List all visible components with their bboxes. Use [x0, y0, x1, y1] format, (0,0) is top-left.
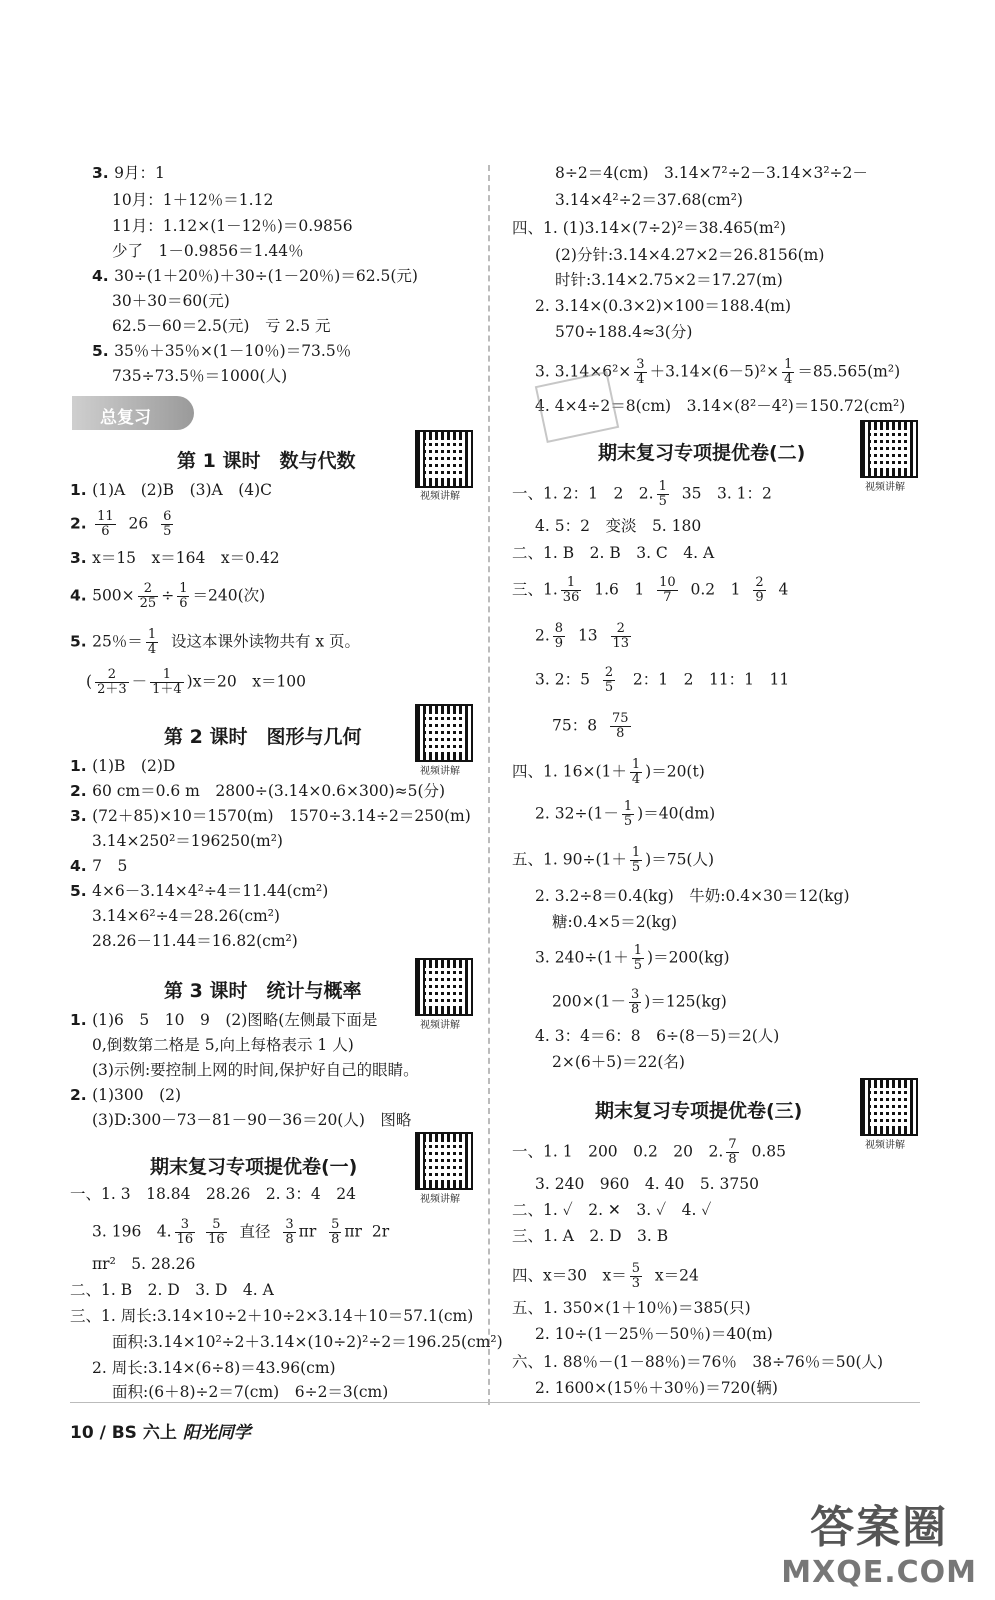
answer-line: 四、x＝30 x＝ $\frac{5}{3}$ x＝24: [512, 1261, 699, 1291]
qr-label: 视频讲解: [865, 482, 905, 493]
answer-line: 面积:(6＋8)÷2＝7(cm) 6÷2＝3(cm): [112, 1383, 389, 1401]
answer-line: 2. 3.14×(0.3×2)×100＝188.4(m): [535, 297, 792, 315]
answer-line: 糖:0.4×5＝2(kg): [552, 913, 677, 931]
answer-line: 二、1. B 2. D 3. D 4. A: [70, 1281, 274, 1299]
answer-line: 二、1. ✓ 2. ✕ 3. ✓ 4. ✓: [512, 1201, 712, 1219]
answer-line: 2. 3.2÷8＝0.4(kg) 牛奶:0.4×30＝12(kg): [535, 887, 850, 905]
answer-line: 三、1. 周长:3.14×10÷2＋10÷2×3.14＋10＝57.1(cm): [70, 1307, 474, 1325]
answer-line: 2. 60 cm＝0.6 m 2800÷(3.14×0.6×300)≈5(分): [70, 782, 446, 800]
answer-line: 1. (1)B (2)D: [70, 757, 176, 775]
answer-line: 四、1. 16×(1＋ $\frac{1}{4}$ )＝20(t): [512, 757, 705, 787]
answer-line: 570÷188.4≈3(分): [555, 323, 693, 341]
answer-line: 3. 2：5 $\frac{2}{5}$ 2：1 2 11：1 11: [535, 665, 790, 695]
answer-line: 2. 32÷(1－ $\frac{1}{5}$ )＝40(dm): [535, 799, 716, 829]
section-heading: 第 1 课时 数与代数: [177, 450, 356, 472]
qr-code-icon: [860, 1078, 918, 1136]
brand-logo: 阳光同学: [182, 1423, 251, 1443]
answer-line: 735÷73.5％＝1000(人): [112, 367, 288, 385]
answer-line: 5. 4×6－3.14×4²÷4＝11.44(cm²): [70, 882, 329, 900]
answer-line: 3. 196 4. $\frac{3}{16}$ $\frac{5}{16}$ 直径 $\frac{3}{8}$ πr $\frac{5}{8}$ πr 2r: [92, 1217, 390, 1247]
answer-line: (3)D:300－73－81－90－36＝20(人) 图略: [92, 1111, 412, 1129]
qr-code-icon: [415, 958, 473, 1016]
answer-line: 11月：1.12×(1－12％)＝0.9856: [112, 217, 353, 235]
answer-line: 一、1. 3 18.84 28.26 2. 3：4 24: [70, 1185, 356, 1203]
answer-line: 4. 3：4＝6：8 6÷(8－5)＝2(人): [535, 1027, 780, 1045]
answer-line: 10月：1＋12％＝1.12: [112, 191, 274, 209]
qr-code-icon: [415, 430, 473, 488]
section-banner: 总复习: [72, 396, 194, 430]
answer-line: 200×(1－ $\frac{3}{8}$ )＝125(kg): [552, 987, 727, 1017]
answer-line: 三、1. $\frac{1}{36}$ 1.6 1 $\frac{10}{7}$ 0.2 1 $\frac{2}{9}$ 4: [512, 575, 789, 605]
answer-line: πr² 5. 28.26: [92, 1255, 196, 1273]
answer-line: 3.14×6²÷4＝28.26(cm²): [92, 907, 280, 925]
answer-line: 时针:3.14×2.75×2＝17.27(m): [555, 271, 783, 289]
watermark-line2: MXQE.COM: [781, 1555, 977, 1590]
answer-line: 2. 10÷(1－25％－50％)＝40(m): [535, 1325, 773, 1343]
section-heading: 期末复习专项提优卷(三): [595, 1100, 803, 1122]
answer-line: 0,倒数第二格是 5,向上每格表示 1 人): [92, 1036, 354, 1054]
answer-line: 2. (1)300 (2): [70, 1086, 182, 1104]
answer-line: 六、1. 88％－(1－88％)＝76％ 38÷76％＝50(人): [512, 1353, 884, 1371]
answer-line: 五、1. 90÷(1＋ $\frac{1}{5}$ )＝75(人): [512, 845, 715, 875]
answer-line: 二、1. B 2. B 3. C 4. A: [512, 544, 715, 562]
answer-line: 少了 1－0.9856＝1.44％: [112, 242, 304, 260]
page-number: 10 / BS 六上: [70, 1423, 177, 1443]
answer-line: 75：8 $\frac{75}{8}$: [552, 711, 629, 741]
qr-label: 视频讲解: [420, 491, 460, 502]
qr-code-icon: [415, 704, 473, 762]
answer-line: 4. 4×4÷2＝8(cm) 3.14×(8²－4²)＝150.72(cm²): [535, 397, 906, 415]
answer-line: 一、1. 1 200 0.2 20 2. $\frac{7}{8}$ 0.85: [512, 1137, 786, 1167]
answer-line: ( $\frac{2}{2+3}$ － $\frac{1}{1+4}$ )x＝20 x＝100: [86, 667, 307, 697]
qr-label: 视频讲解: [420, 1020, 460, 1031]
answer-line: 4. 7 5: [70, 857, 128, 875]
section-heading: 第 2 课时 图形与几何: [164, 726, 362, 748]
answer-line: 3.14×250²＝196250(m²): [92, 832, 283, 850]
qr-label: 视频讲解: [420, 1194, 460, 1205]
qr-code-icon: [415, 1132, 473, 1190]
answer-line: 4. 5：2 变淡 5. 180: [535, 517, 702, 535]
answer-line: 四、1. (1)3.14×(7÷2)²＝38.465(m²): [512, 219, 786, 237]
answer-line: 2×(6＋5)＝22(名): [552, 1053, 685, 1071]
answer-line: 2. 1600×(15％＋30％)＝720(辆): [535, 1379, 778, 1397]
answer-line: 3. 9月：1: [92, 164, 165, 182]
answer-line: 3.14×4²÷2＝37.68(cm²): [555, 191, 743, 209]
answer-line: 3. 240 960 4. 40 5. 3750: [535, 1175, 759, 1193]
section-heading: 期末复习专项提优卷(一): [150, 1156, 358, 1178]
answer-line: 3. x＝15 x＝164 x＝0.42: [70, 549, 280, 567]
answer-line: 三、1. A 2. D 3. B: [512, 1227, 669, 1245]
section-heading: 第 3 课时 统计与概率: [164, 980, 362, 1002]
answer-line: 5. 25％＝ $\frac{1}{4}$ 设这本课外读物共有 x 页。: [70, 627, 361, 657]
answer-line: 2. 周长:3.14×(6÷8)＝43.96(cm): [92, 1359, 336, 1377]
answer-line: 2. $\frac{11}{6}$ 26 $\frac{6}{5}$: [70, 509, 172, 539]
watermark: [781, 1491, 977, 1590]
answer-line: (2)分针:3.14×4.27×2＝26.8156(m): [555, 246, 825, 264]
section-heading: 期末复习专项提优卷(二): [598, 442, 806, 464]
answer-line: 5. 35％＋35％×(1－10％)＝73.5％: [92, 342, 352, 360]
answer-line: 3. (72＋85)×10＝1570(m) 1570÷3.14÷2＝250(m): [70, 807, 471, 825]
answer-line: 4. 30÷(1＋20％)＋30÷(1－20％)＝62.5(元): [92, 267, 418, 285]
answer-line: 4. 500× $\frac{2}{25}$ ÷ $\frac{1}{6}$ ＝240(次): [70, 581, 266, 611]
answer-line: 30＋30＝60(元): [112, 292, 230, 310]
answer-line: 面积:3.14×10²÷2＋3.14×(10÷2)²÷2＝196.25(cm²): [112, 1333, 503, 1351]
column-divider: [488, 165, 490, 1405]
answer-line: 3. 3.14×6²× $\frac{3}{4}$ ＋3.14×(6－5)²× $\frac{1}{4}$ ＝85.565(m²): [535, 357, 901, 387]
footer-rule: [70, 1402, 920, 1403]
answer-line: 五、1. 350×(1＋10％)＝385(只): [512, 1299, 751, 1317]
answer-line: 1. (1)6 5 10 9 (2)图略(左侧最下面是: [70, 1011, 378, 1029]
answer-line: 8÷2＝4(cm) 3.14×7²÷2－3.14×3²÷2－: [555, 164, 868, 182]
answer-line: 1. (1)A (2)B (3)A (4)C: [70, 481, 273, 499]
qr-code-icon: [860, 420, 918, 478]
answer-line: 2. $\frac{8}{9}$ 13 $\frac{2}{13}$: [535, 621, 630, 651]
answer-line: (3)示例:要控制上网的时间,保护好自己的眼睛。: [92, 1061, 419, 1079]
qr-label: 视频讲解: [420, 766, 460, 777]
answer-line: 62.5－60＝2.5(元) 亏 2.5 元: [112, 317, 331, 335]
watermark-line1: 答案圈: [810, 1502, 949, 1553]
qr-label: 视频讲解: [865, 1140, 905, 1151]
answer-line: 3. 240÷(1＋ $\frac{1}{5}$ )＝200(kg): [535, 943, 730, 973]
answer-line: 一、1. 2：1 2 2. $\frac{1}{5}$ 35 3. 1：2: [512, 479, 772, 509]
answer-line: 28.26－11.44＝16.82(cm²): [92, 932, 298, 950]
page-footer: [70, 1418, 251, 1443]
